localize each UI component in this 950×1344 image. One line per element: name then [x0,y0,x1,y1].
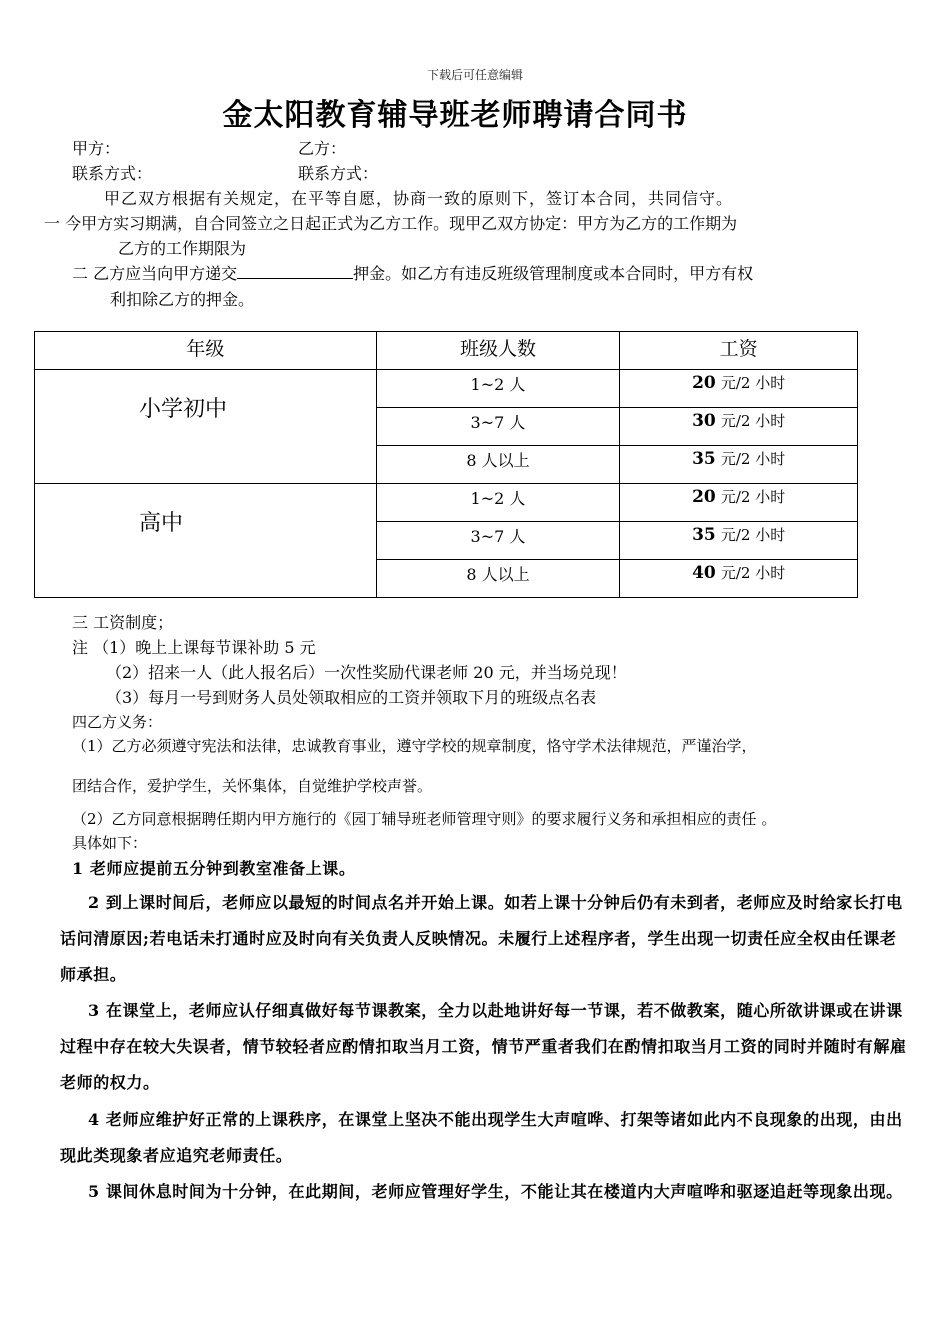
table-row [35,484,858,522]
party-b-label: 乙方： [298,139,347,158]
clause2-text-pre: 二 乙方应当向甲方递交 [72,264,238,283]
grade-cell [35,370,377,484]
wage-unit: 元/2 小时 [720,374,786,392]
table-row [35,370,858,408]
wage-unit: 元/2 小时 [720,488,786,506]
preamble: 甲乙双方根据有关规定，在平等自愿，协商一致的原则下，签订本合同，共同信守。 [104,189,734,208]
party-a-label: 甲方： [72,139,121,158]
wage-unit: 元/2 小时 [720,526,786,544]
rule-item [72,851,922,887]
wage-unit: 元/2 小时 [720,412,786,430]
rule-text: 3 在课堂上，老师应认仔细真做好每节课教案，全力以赴地讲好每一节课，若不做教案，随心所欲讲课或在讲课过程中存在较大失误者，情节较轻者应酌情扣取当月工资，情节严重者我们在酌情扣取当月工资的同时并随时有解雇老师的权力。 [60,1001,907,1092]
grade-cell [35,484,377,598]
wage-cell [620,446,858,484]
grade-label: 高中 [139,511,184,536]
count-cell: 3~7 人 [376,408,620,446]
wage-cell [620,370,858,408]
section3-title: 三 工资制度； [72,613,174,632]
wage-cell [620,522,858,560]
specific-heading: 具体如下： [72,834,148,852]
wage-cell [620,408,858,446]
note-item: 注 （1）晚上上课每节课补助 5 元 [72,638,316,657]
wage-amount: 40 [692,563,716,583]
salary-table [34,331,858,598]
note-item: （2）招来一人（此人报名后）一次性奖励代课老师 20 元，并当场兑现！ [106,663,627,682]
grade-label: 小学初中 [139,397,228,422]
rule-text: 5 课间休息时间为十分钟，在此期间，老师应管理好学生，不能让其在楼道内大声喧哗和驱逐追赶等现象出现。 [88,1182,903,1201]
wage-amount: 20 [692,373,716,393]
clause2-text-post: 押金。如乙方有违反班级管理制度或本合同时，甲方有权 [353,264,754,283]
wage-cell [620,560,858,598]
note-item: （3）每月一号到财务人员处领取相应的工资并领取下月的班级点名表 [106,688,597,707]
wage-cell [620,484,858,522]
count-cell: 3~7 人 [376,522,620,560]
wage-unit: 元/2 小时 [720,450,786,468]
duty2: （2）乙方同意根据聘任期内甲方施行的《园丁辅导班老师管理守则》的要求履行义务和承担相应的责任 。 [72,810,777,828]
rule-text: 2 到上课时间后，老师应以最短的时间点名并开始上课。如若上课十分钟后仍有未到者，老师应及时给家长打电话问清原因;若电话未打通时应及时向有关负责人反映情况。未履行上述程序者，学生出现一切责任应全权由任课老师承担。 [60,893,903,984]
deposit-blank [237,264,353,279]
duty1-line1: （1）乙方必须遵守宪法和法律，忠诚教育事业，遵守学校的规章制度，恪守学术法律规范，严谨治学， [72,737,757,755]
rule-text: 4 老师应维护好正常的上课秩序，在课堂上坚决不能出现学生大声喧哗、打架等诸如此内不良现象的出现，由出现此类现象者应追究老师责任。 [60,1110,903,1165]
wage-amount: 35 [692,525,716,545]
clause2-line2: 利扣除乙方的押金。 [110,290,255,309]
wage-unit: 元/2 小时 [720,564,786,582]
count-cell: 8 人以上 [376,560,620,598]
table-header-row [35,332,858,370]
wage-amount: 35 [692,449,716,469]
duty1-line2: 团结合作，爱护学生，关怀集体，自觉维护学校声誉。 [72,777,433,795]
contact-a-label: 联系方式： [72,164,153,183]
clause1-line2: 乙方的工作期限为 [118,239,247,258]
count-cell: 1~2 人 [376,484,620,522]
rule-item [60,1102,910,1174]
wage-amount: 20 [692,487,716,507]
clause1-line1: 一 今甲方实习期满，自合同签立之日起正式为乙方工作。现甲乙双方协定：甲方为乙方的工作期为 [44,214,738,233]
count-cell: 1~2 人 [376,370,620,408]
rule-item [60,993,910,1101]
rule-item [60,1174,910,1210]
wage-amount: 30 [692,411,716,431]
contact-b-label: 联系方式： [298,164,379,183]
header-grade: 年级 [35,332,377,370]
page-title: 金太阳教育辅导班老师聘请合同书 [222,98,688,133]
section4-title: 四乙方义务： [72,713,163,731]
clause2-line1 [72,261,753,284]
header-note: 下载后可任意编辑 [426,68,523,82]
rule-text: 1 老师应提前五分钟到教室准备上课。 [72,859,356,878]
header-class-size: 班级人数 [376,332,620,370]
header-wage: 工资 [620,332,858,370]
rule-item [60,885,910,993]
count-cell: 8 人以上 [376,446,620,484]
